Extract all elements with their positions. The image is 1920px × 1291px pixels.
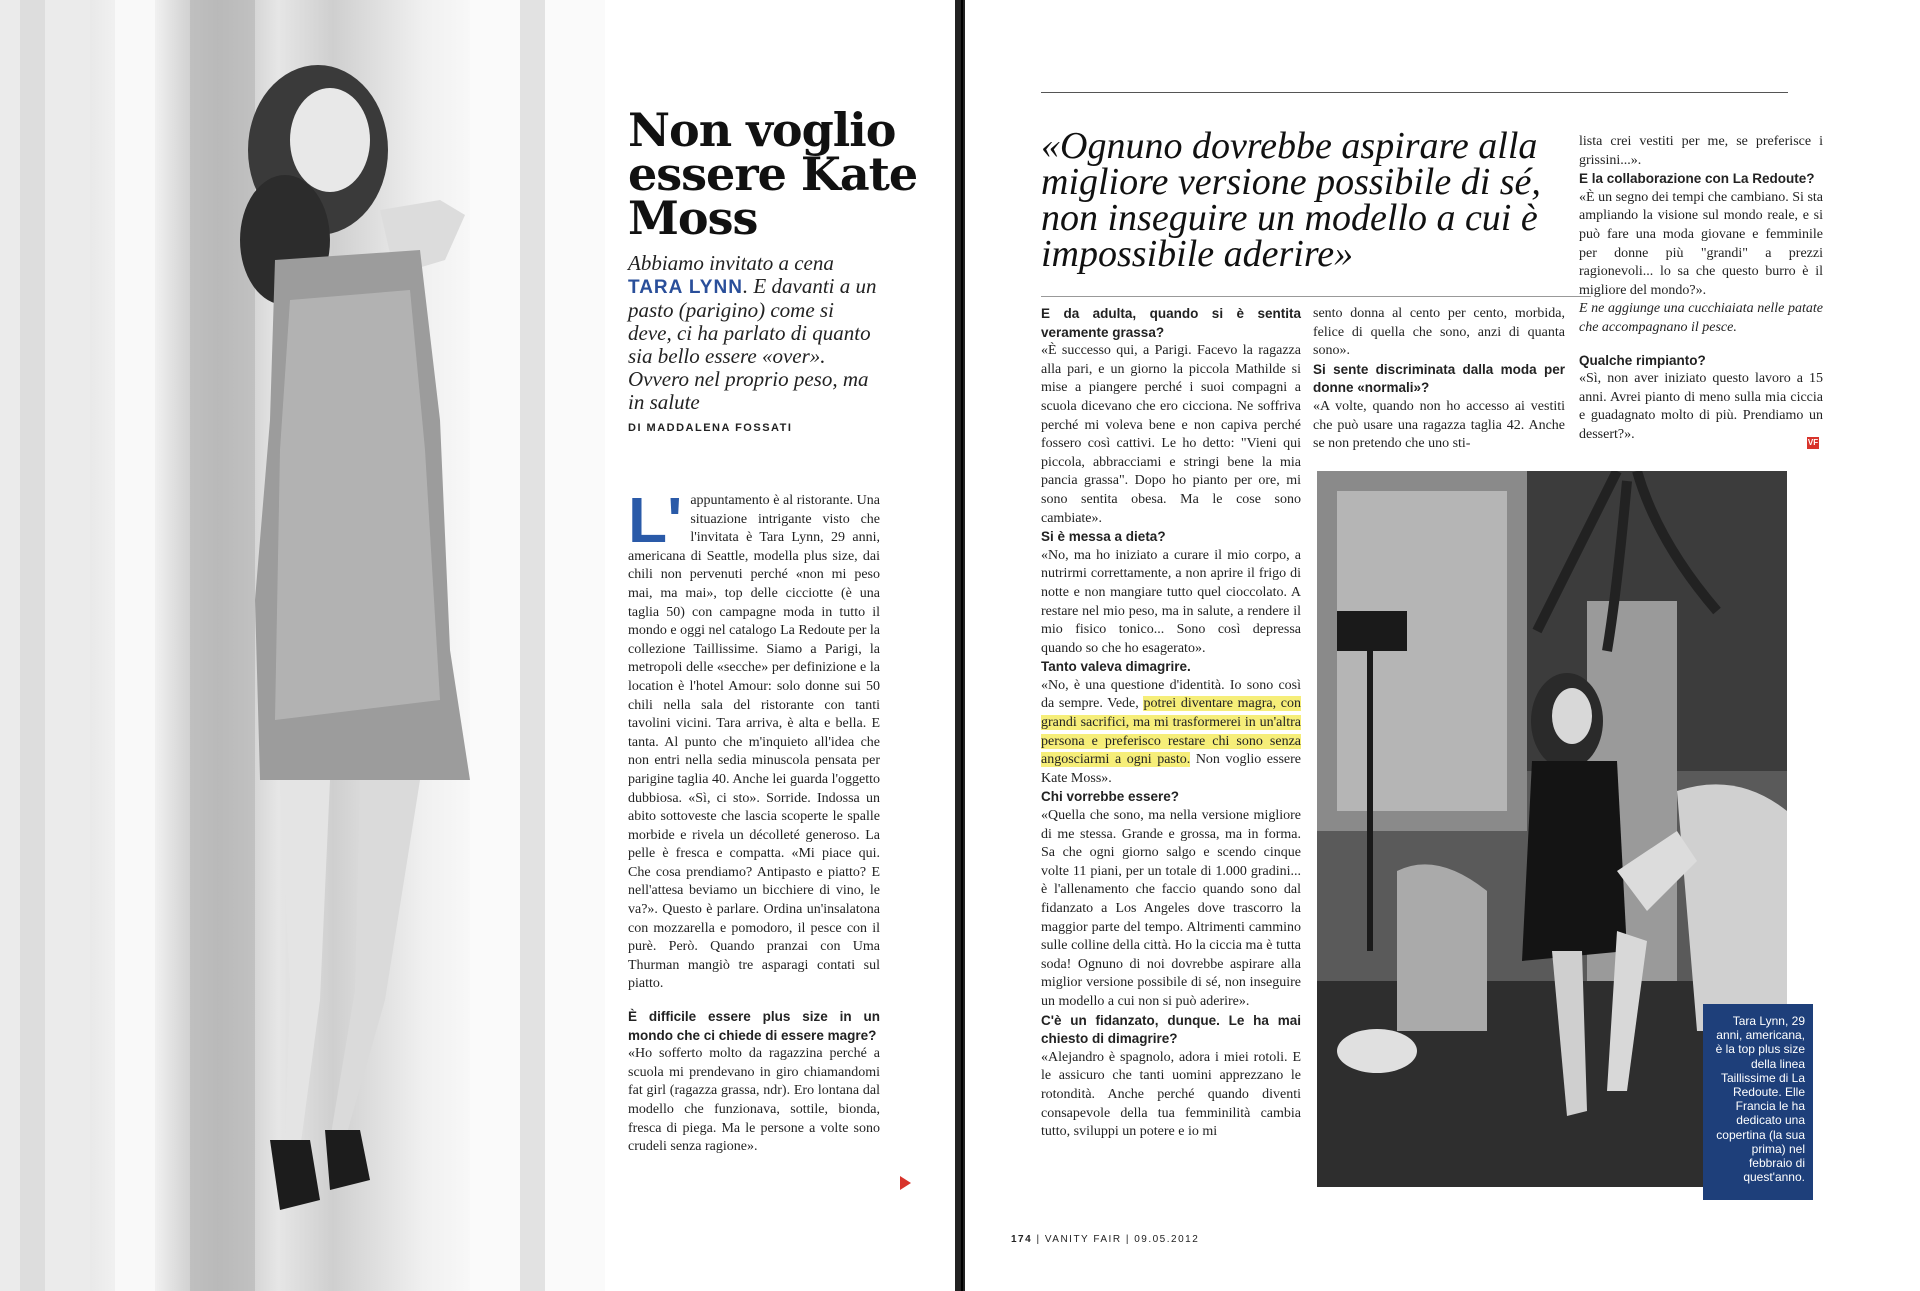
page-number: 174 [1011, 1234, 1033, 1245]
photo-caption: Tara Lynn, 29 anni, americana, è la top plus size della linea Taillissime di La Redoute. Elle Francia le ha dedicato una copertina (la sua prima) nel febbraio di quest'anno. [1703, 1004, 1813, 1200]
right-column-1 [1041, 305, 1301, 1142]
answer-who: «Quella che sono, ma nella versione migliore di me stessa. Grande e grossa, ma in forma. Sa che ogni giorno salgo e scendo cinque volte 11 piani, per un totale di 1.000 gradini... è l'allenamento che faccio quando sono dal fidanzato a Los Angeles dove trascorro la maggior parte del tempo. Altrimenti cammino sulle colline della città. Ho la ciccia ma è tutta soda! Ognuno di noi dovrebbe aspirare alla miglior versione possibile di sé, non inseguire un modello a cui non si può aderire». [1041, 808, 1301, 1009]
answer-diet: «No, ma ho iniziato a curare il mio corpo, a nutrirmi correttamente, a non aprire il frigo di notte e non mangiare tutto quel cioccolato. A restare nel mio peso, ma in salute, a rendere il mio fisico tonico... Sono così depressa quando so che ho esagerato». [1041, 547, 1301, 656]
pull-quote: «Ognuno dovrebbe aspirare alla migliore versione possibile di sé, non inseguire un modello a cui è impossibile aderire» [1041, 125, 1541, 275]
opening-text: appuntamento è al ristorante. Una situazione intrigante visto che l'invitata è Tara Lynn, 29 anni, americana di Seattle, modella plus size, dai chili non pervenuti perché «non mi peso mai, ma mai», top delle cicciotte (è una taglia 50) con campagne moda in tutto il mondo e oggi nel catalogo La Redoute per la collezione Taillissime. Siamo a Parigi, la metropoli delle «secche» per definizione e la location è l'hotel Amour: solo donne sui 50 chili nella sala del ristorante con tanti tavolini vicini. Tara arriva, è alta e bella. E tanta. Al punto che m'inquieto all'idea che non entri nella sedia minuscola pensata per parigine taglia 40. Anche lei guarda l'oggetto dubbiosa. «Sì, ci sto». Sorride. Indossa un abito sottoveste che lascia scoperte le spalle morbide e rivela un décolleté generoso. La pelle è fresca e compatta. «Mi piace qui. Che cosa prendiamo? Antipasto e piatto? E nell'attesa beviamo un bicchiere di vino, le va?». Questo è parlare. Ordina un'insalatona con mozzarella e pomodoro, il pesce con il purè. Però. Quando pranzai con Uma Thurman mangiò tre asparagi contati sul piatto. [628, 493, 880, 992]
issue-date: 09.05.2012 [1134, 1234, 1200, 1245]
col2-text: sento donna al cento per cento, morbida, felice di quella che sono, anzi di quanta sono». [1313, 306, 1565, 359]
right-column-3 [1579, 133, 1823, 445]
narration-italic: E ne aggiunge una cucchiaiata nelle patate che accompagnano il pesce. [1579, 301, 1823, 335]
drop-cap: L' [628, 484, 683, 556]
right-column-2 [1313, 305, 1565, 454]
highlighted-quote: potrei diventare magra, con grandi sacrifici, ma mi trasformerei in un'altra persona e preferisco restare chi sono senza angosciarmi a ogni pasto. [1041, 696, 1302, 768]
right-page [965, 0, 1920, 1291]
page-spine [955, 0, 965, 1291]
answer-slim-a: «No, è una questione d'identità. Io sono così da sempre. Vede, [1041, 677, 1301, 712]
magazine-name: VANITY FAIR [1044, 1234, 1122, 1245]
opening-paragraph [628, 484, 880, 994]
answer-discrimination: «A volte, quando non ho accesso ai vestiti che può usare una ragazza taglia 42. Anche se non pretendo che uno sti- [1313, 398, 1565, 452]
subhead-who: Chi vorrebbe essere? [1041, 789, 1180, 805]
subhead-boyfriend: C'è un fidanzato, dunque. Le ha mai chiesto di dimagrire? [1041, 1012, 1301, 1047]
byline: DI MADDALENA FOSSATI [628, 422, 793, 434]
subhead-adult: E da adulta, quando si è sentita veramente grassa? [1041, 306, 1301, 340]
quote-rule [1041, 296, 1591, 297]
subhead-plus-size: È difficile essere plus size in un mondo che ci chiede di essere magre? [628, 1009, 880, 1043]
subhead-redoute: E la collaborazione con La Redoute? [1579, 171, 1815, 187]
article-headline: Non voglio essere Kate Moss [628, 103, 918, 245]
answer-adult: «È successo qui, a Parigi. Facevo la ragazza alla pari, e un giorno la piccola Mathilde si mise a piangere perché i suoi compagni a scuola dicevano che ero cicciona. Ne soffriva perché mi voleva bene e non capiva perché fossero così cattivi. Le ho detto: "Vieni qui piccola, abbracciami e stringi bene la mia pancia grassa". Dopo ho pianto per ore, mi sono sentita obesa. Ma le cose sono cambiate». [1041, 343, 1301, 526]
answer-boyfriend: «Alejandro è spagnolo, adora i miei rotoli. E le assicuro che tanti uomini apprezzano le rotondità. Anche perché quando diventi consapevole della tua femminilità cambia tutto, sviluppi un potere e io mi [1041, 1049, 1301, 1140]
subhead-discrimination: Si sente discriminata dalla moda per donne «normali»? [1313, 361, 1565, 396]
left-page [0, 0, 955, 1291]
answer-redoute: «È un segno dei tempi che cambiano. Si sta ampliando la visione sul mondo reale, e si può fare una moda giovane e femminile per donne più "grandi" a prezzi ragionevoli... lo sa che questo burro è il migliore del mondo?». [1579, 189, 1823, 298]
page-footer: 174 | VANITY FAIR | 09.05.2012 [1011, 1234, 1200, 1245]
standfirst [628, 252, 880, 414]
left-body-column [628, 484, 880, 1157]
continue-arrow-icon [900, 1176, 911, 1190]
standfirst-name: TARA LYNN [628, 277, 743, 298]
standfirst-rest: . E davanti a un pasto (parigino) come si deve, ci ha parlato di quanto sia bello essere «over». Ovvero nel proprio peso, ma in salute [628, 274, 877, 414]
subhead-regret: Qualche rimpianto? [1579, 352, 1706, 368]
spine-line [961, 0, 963, 1291]
col3-text: lista crei vestiti per me, se preferisce i grissini...». [1579, 134, 1823, 168]
standfirst-intro: Abbiamo invitato a cena [628, 251, 834, 275]
answer-plus-size: «Ho sofferto molto da ragazzina perché a scuola mi prendevano in giro chiamandomi fat girl (ragazza grassa, ndr). Ero lontana dal modello che funzionava, sottile, bionda, fresca di piega. Ma le persone a volte sono crudeli senza ragione». [628, 1046, 880, 1155]
answer-slim-b: Non voglio essere Kate Moss». [1041, 752, 1302, 786]
subhead-slim: Tanto valeva dimagrire. [1041, 659, 1191, 675]
vf-end-mark: VF [1807, 438, 1819, 447]
top-rule [1041, 92, 1788, 93]
subhead-diet: Si è messa a dieta? [1041, 529, 1166, 545]
answer-regret: «Sì, non aver iniziato questo lavoro a 15 anni. Avrei pianto di meno sulla mia ciccia e guadagnato molto di più. Prendiamo un dessert?». [1579, 371, 1823, 442]
model-photo-curtains [0, 0, 605, 1291]
